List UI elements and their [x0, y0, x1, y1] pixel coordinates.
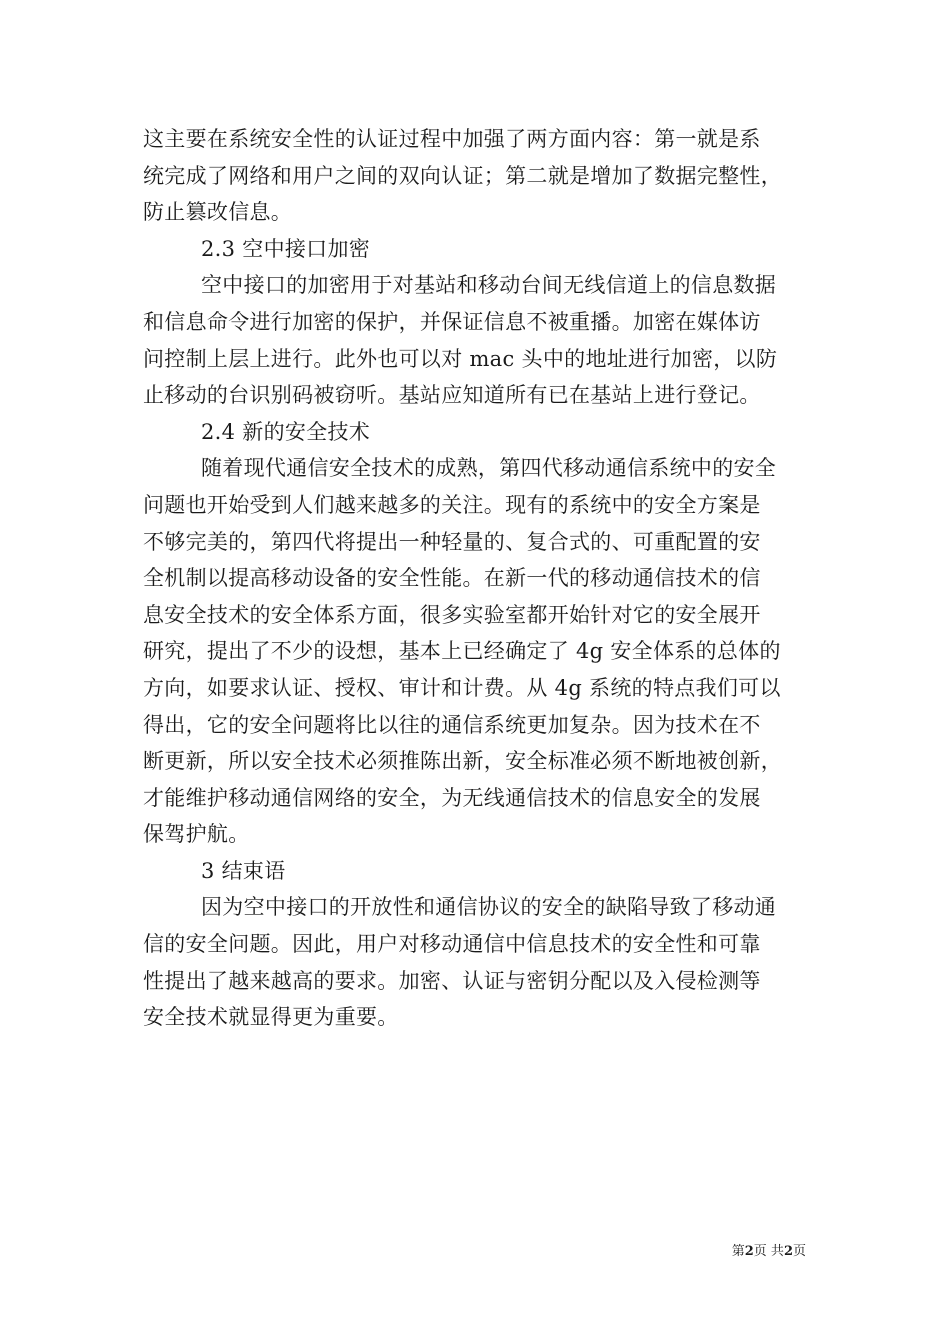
text-line: 问题也开始受到人们越来越多的关注。现有的系统中的安全方案是: [143, 492, 761, 517]
paragraph-auth-summary: [143, 121, 813, 231]
text-line: 随着现代通信安全技术的成熟，第四代移动通信系统中的安全: [201, 456, 777, 481]
text-line: 方向，如要求认证、授权、审计和计费。从 4g 系统的特点我们可以: [143, 675, 781, 700]
section-heading-2-4: [143, 414, 813, 451]
heading-text: 2.4 新的安全技术: [201, 419, 371, 444]
text-line: 和信息命令进行加密的保护，并保证信息不被重播。加密在媒体访: [143, 309, 761, 334]
text-line: 不够完美的，第四代将提出一种轻量的、复合式的、可重配置的安: [143, 529, 761, 554]
footer-current-page: 2: [744, 1244, 754, 1259]
heading-text: 3 结束语: [201, 858, 286, 883]
paragraph-conclusion: [143, 889, 813, 1035]
text-line: 息安全技术的安全体系方面，很多实验室都开始针对它的安全展开: [143, 602, 761, 627]
paragraph-air-interface-encryption: [143, 267, 813, 413]
footer-suffix: 页: [792, 1244, 806, 1259]
text-line: 研究，提出了不少的设想，基本上已经确定了 4g 安全体系的总体的: [143, 639, 781, 664]
footer-prefix: 第: [731, 1244, 745, 1259]
page-footer: [0, 1240, 806, 1259]
text-line: 得出，它的安全问题将比以往的通信系统更加复杂。因为技术在不: [143, 712, 761, 737]
text-line: 这主要在系统安全性的认证过程中加强了两方面内容：第一就是系: [143, 127, 761, 151]
text-line: 信的安全问题。因此，用户对移动通信中信息技术的安全性和可靠: [143, 932, 761, 957]
text-line: 止移动的台识别码被窃听。基站应知道所有已在基站上进行登记。: [143, 383, 761, 408]
footer-total-pages: 2: [783, 1244, 793, 1259]
text-line: 保驾护航。: [143, 822, 250, 847]
heading-text: 2.3 空中接口加密: [201, 236, 371, 261]
text-line: 才能维护移动通信网络的安全，为无线通信技术的信息安全的发展: [143, 785, 761, 810]
text-line: 问控制上层上进行。此外也可以对 mac 头中的地址进行加密，以防: [143, 346, 778, 371]
text-line: 断更新，所以安全技术必须推陈出新，安全标准必须不断地被创新，: [143, 749, 782, 774]
document-body: [143, 121, 813, 1036]
text-line: 性提出了越来越高的要求。加密、认证与密钥分配以及入侵检测等: [143, 968, 761, 993]
text-line: 安全技术就显得更为重要。: [143, 1005, 399, 1030]
section-heading-3: [143, 853, 813, 890]
text-line: 防止篡改信息。: [143, 200, 293, 225]
text-line: 因为空中接口的开放性和通信协议的安全的缺陷导致了移动通: [201, 895, 777, 920]
text-line: 统完成了网络和用户之间的双向认证；第二就是增加了数据完整性，: [143, 163, 782, 188]
text-line: 全机制以提高移动设备的安全性能。在新一代的移动通信技术的信: [143, 566, 761, 591]
footer-middle: 页 共: [753, 1244, 784, 1259]
text-line: 空中接口的加密用于对基站和移动台间无线信道上的信息数据: [201, 273, 777, 298]
section-heading-2-3: [143, 231, 813, 268]
paragraph-new-security-tech: [143, 450, 813, 853]
